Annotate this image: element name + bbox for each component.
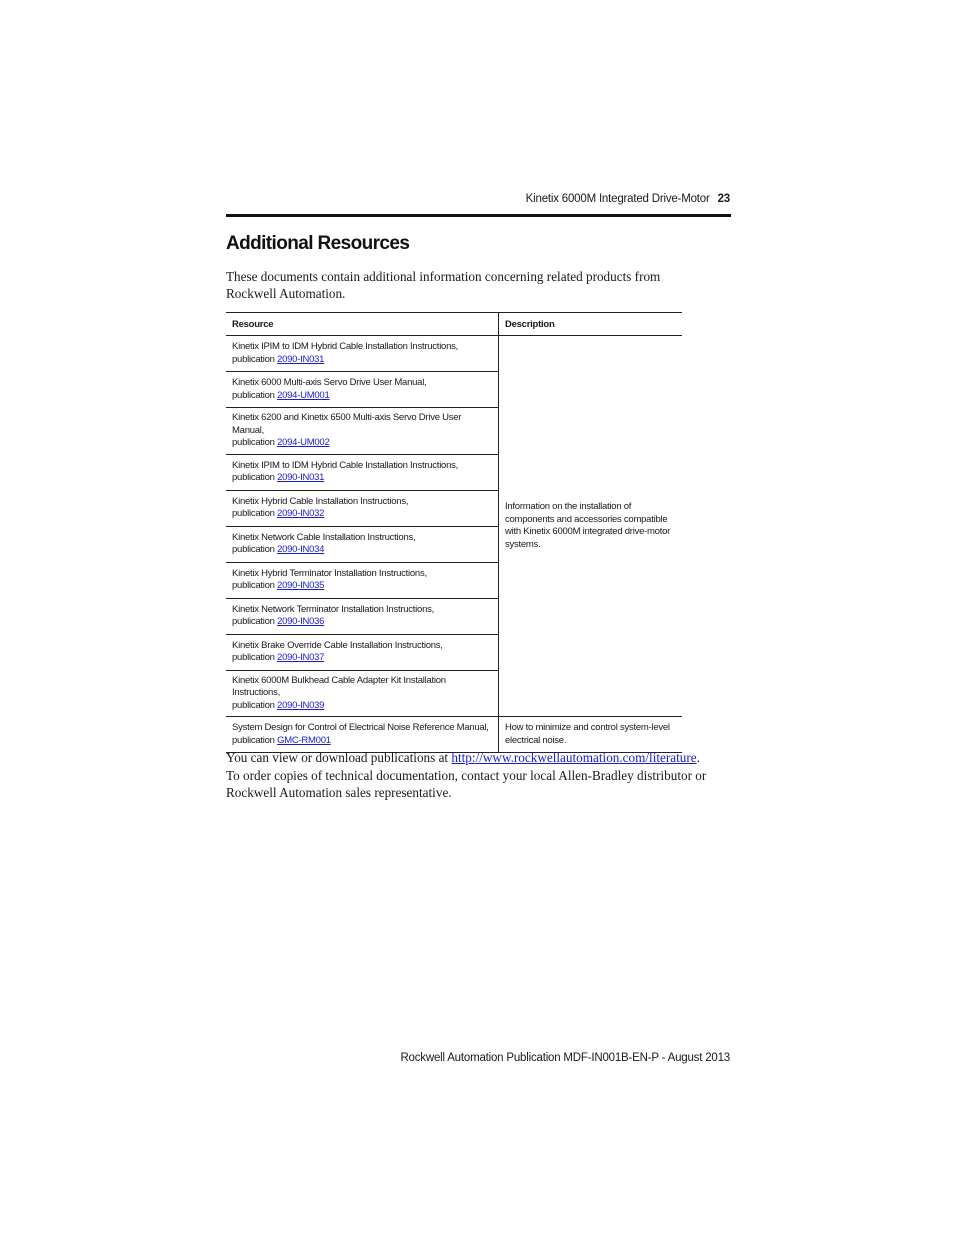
resource-title: Kinetix 6000M Bulkhead Cable Adapter Kit Installation Instructions, <box>232 674 446 698</box>
resource-title: Kinetix Hybrid Cable Installation Instructions, <box>232 495 409 507</box>
resource-title: Kinetix Hybrid Terminator Installation Instructions, <box>232 567 427 579</box>
publication-link[interactable]: 2090-IN034 <box>277 544 325 555</box>
closing-pre-link: You can view or download publications at <box>226 750 452 765</box>
resource-cell <box>226 717 499 753</box>
publication-prefix: publication <box>232 472 278 483</box>
resource-cell <box>226 408 499 455</box>
resource-cell <box>226 598 499 634</box>
header-description: Description <box>499 313 683 336</box>
resource-title: System Design for Control of Electrical Noise Reference Manual, <box>232 722 489 733</box>
publication-link[interactable]: 2090-IN035 <box>277 580 325 591</box>
resource-title: Kinetix IPIM to IDM Hybrid Cable Installation Instructions, <box>232 341 459 352</box>
resource-cell <box>226 454 499 490</box>
publication-link[interactable]: 2094-UM002 <box>277 437 330 448</box>
publication-prefix: publication <box>232 699 278 711</box>
resource-title: Kinetix Brake Override Cable Installation Instructions, <box>232 639 443 651</box>
publication-link[interactable]: GMC-RM001 <box>277 734 331 746</box>
running-head <box>226 193 730 205</box>
closing-paragraph <box>226 749 716 802</box>
publication-link[interactable]: 2090-IN039 <box>277 699 325 711</box>
resource-title: Kinetix Network Terminator Installation Instructions, <box>232 603 434 615</box>
resource-cell <box>226 526 499 562</box>
header-resource: Resource <box>226 313 499 336</box>
running-title: Kinetix 6000M Integrated Drive-Motor <box>525 193 710 205</box>
resource-cell <box>226 634 499 670</box>
publication-link[interactable]: 2094-UM001 <box>277 389 330 401</box>
table-row <box>226 717 682 753</box>
publication-prefix: publication <box>232 389 278 401</box>
resource-title: Kinetix IPIM to IDM Hybrid Cable Installation Instructions, <box>232 459 459 471</box>
resource-cell <box>226 336 499 372</box>
publication-prefix: publication <box>232 734 278 746</box>
description-cell-noise: How to minimize and control system-level electrical noise. <box>499 717 683 753</box>
resource-title: Kinetix 6200 and Kinetix 6500 Multi-axis Servo Drive User Manual, <box>232 412 462 436</box>
resource-title: Kinetix 6000 Multi-axis Servo Drive User Manual, <box>232 377 427 388</box>
publication-link[interactable]: 2090-IN037 <box>277 652 325 663</box>
publication-link[interactable]: 2090-IN031 <box>277 353 325 365</box>
publication-prefix: publication <box>232 353 278 365</box>
publication-link[interactable]: 2090-IN032 <box>277 508 325 519</box>
publication-prefix: publication <box>232 616 278 627</box>
resource-cell <box>226 372 499 408</box>
publication-prefix: publication <box>232 437 278 448</box>
description-cell-installation: Information on the installation of components and accessories compatible with Kinetix 6000M integrated drive-motor systems. <box>499 336 683 717</box>
resource-cell <box>226 490 499 526</box>
publication-link[interactable]: 2090-IN031 <box>277 472 325 483</box>
footer-publication: Rockwell Automation Publication MDF-IN001B-EN-P - August 2013 <box>400 1052 730 1064</box>
publication-prefix: publication <box>232 544 278 555</box>
publication-link[interactable]: 2090-IN036 <box>277 616 325 627</box>
table-header-row <box>226 313 682 336</box>
resources-table <box>226 312 682 753</box>
page-number: 23 <box>717 193 730 205</box>
resource-cell <box>226 670 499 717</box>
resource-title: Kinetix Network Cable Installation Instructions, <box>232 531 416 543</box>
publication-prefix: publication <box>232 580 278 591</box>
closing-post-link: . To order copies of technical documentation, contact your local Allen-Bradley distributor or Rockwell Automation sales representative. <box>226 750 707 800</box>
publication-prefix: publication <box>232 508 278 519</box>
resource-cell <box>226 562 499 598</box>
table-body <box>226 336 682 753</box>
table-row <box>226 336 682 372</box>
literature-link[interactable]: http://www.rockwellautomation.com/literature <box>451 750 697 765</box>
section-title: Additional Resources <box>226 233 410 254</box>
header-rule <box>226 214 731 217</box>
intro-paragraph: These documents contain additional information concerning related products from Rockwell Automation. <box>226 269 661 301</box>
publication-prefix: publication <box>232 652 278 663</box>
